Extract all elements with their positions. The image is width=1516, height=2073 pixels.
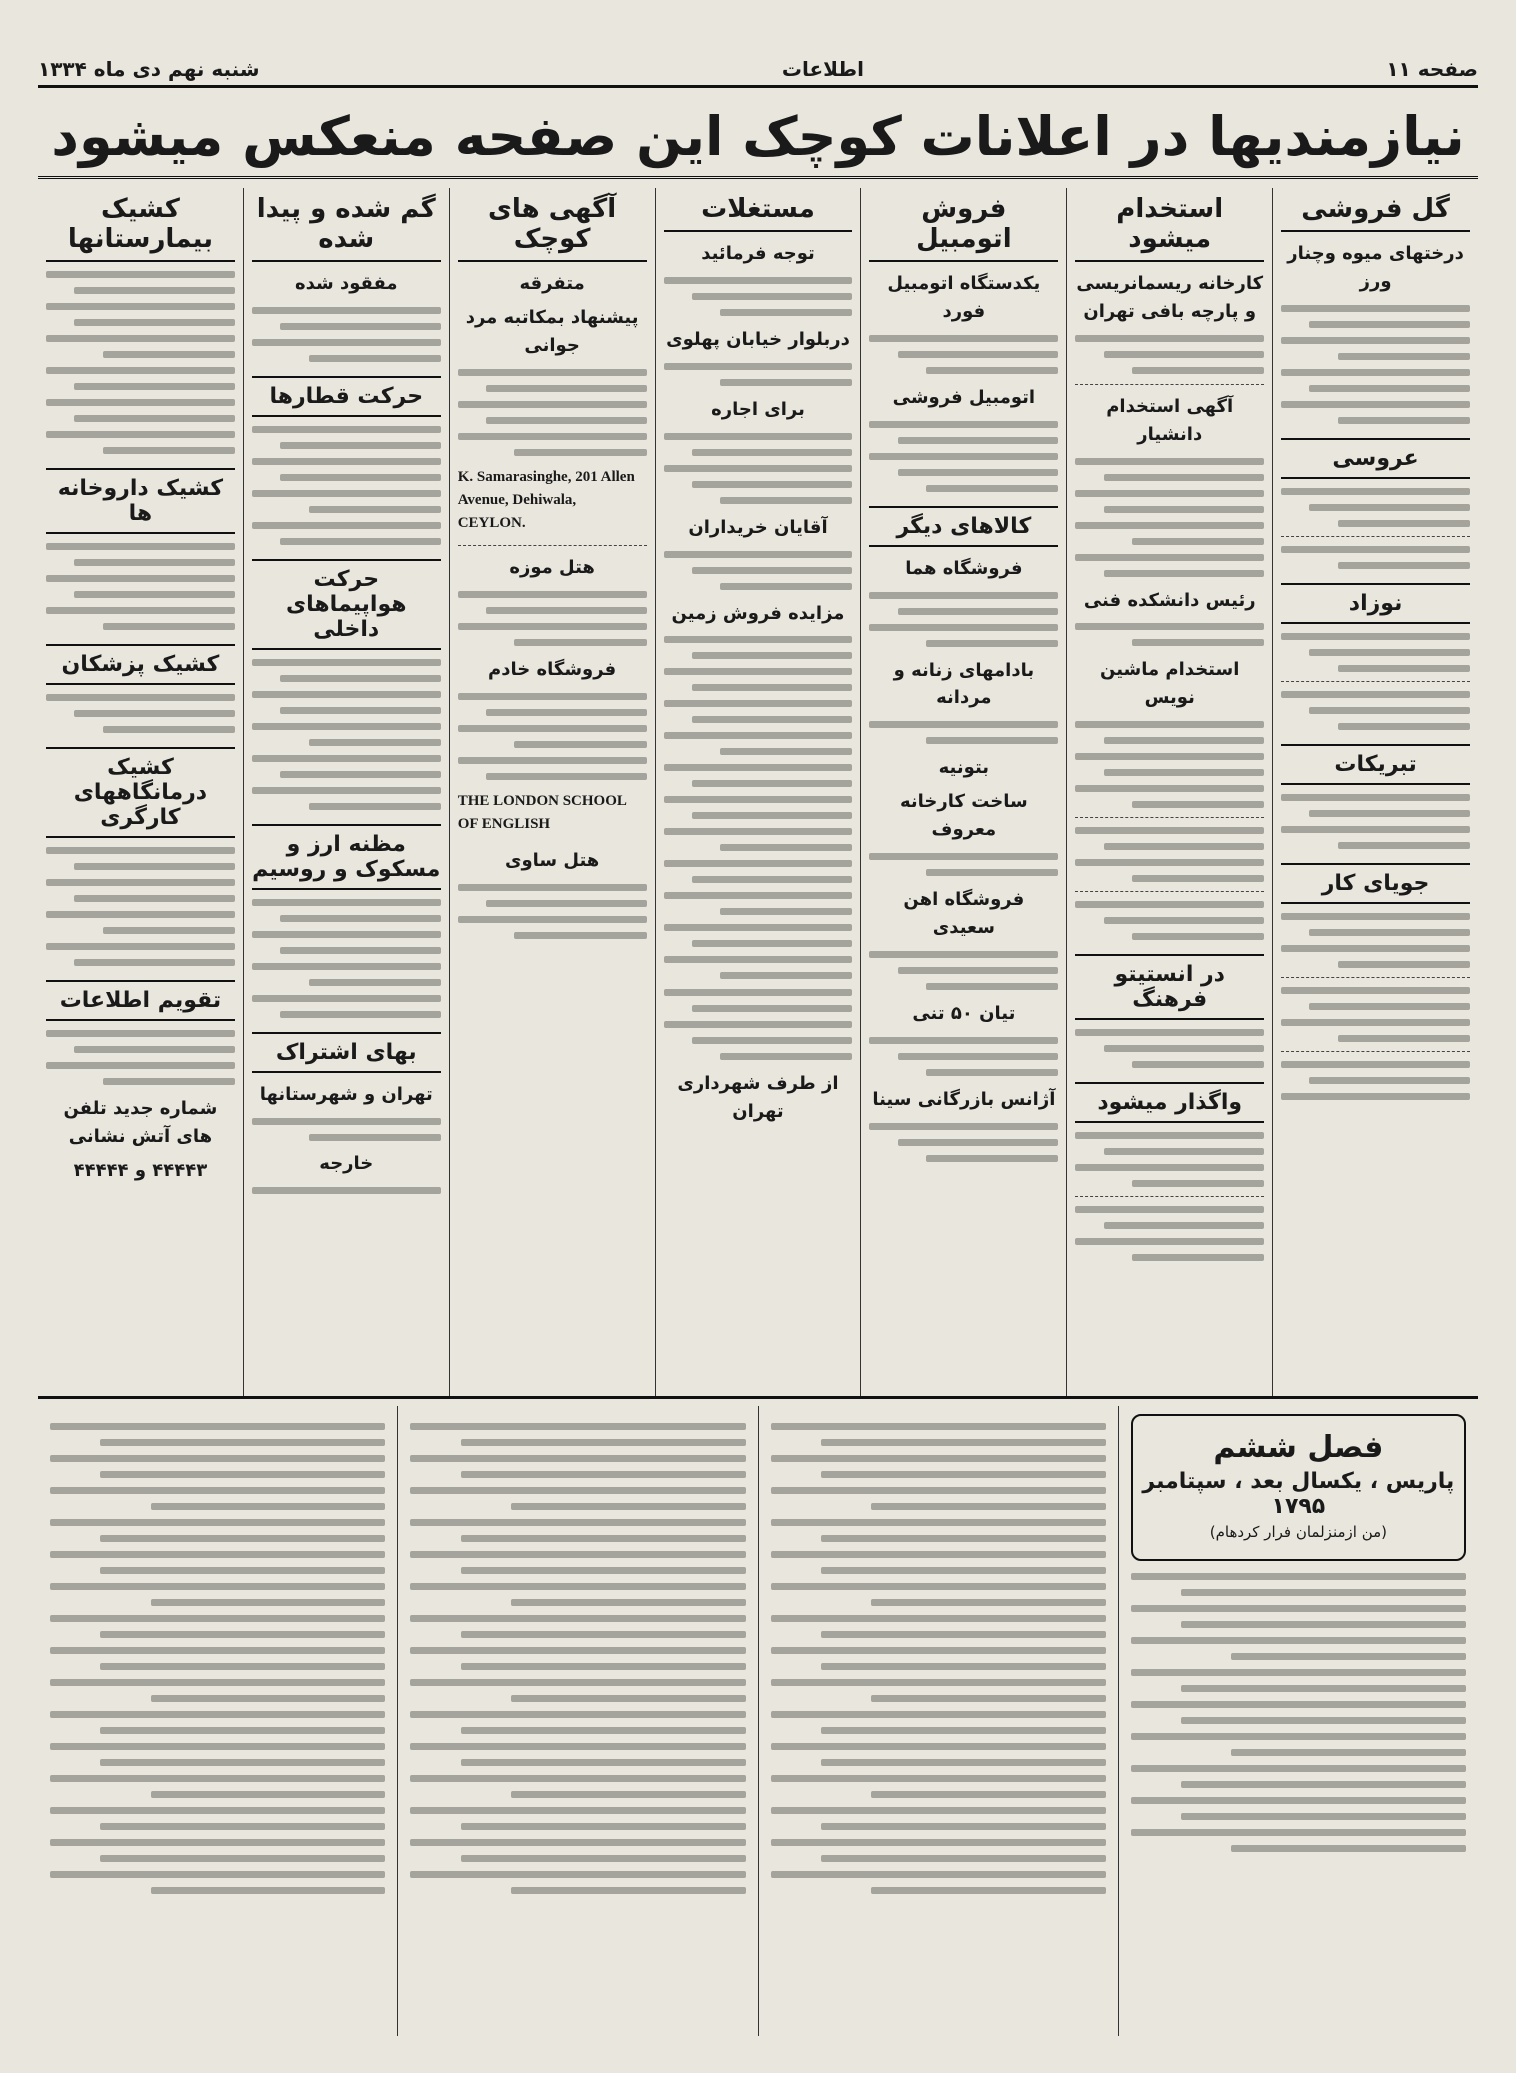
column-heading: گل فروشی (1281, 194, 1470, 232)
section-heading: بهای اشتراک (252, 1032, 441, 1073)
ad-title: آگهی استخدام دانشیار (1106, 395, 1234, 445)
ad-title: متفرقه (519, 273, 585, 294)
ad-title: بادامهای زنانه و مردانه (893, 659, 1035, 709)
story-place-date: پاریس ، یکسال بعد ، سپتامبر ۱۷۹۵ (1142, 1469, 1455, 1519)
section-heading: تقویم اطلاعات (46, 980, 235, 1021)
ad-title: آژانس بازرگانی سینا (872, 1088, 1056, 1110)
ad-title: یکدستگاه اتومبیل فورد (887, 273, 1041, 322)
ad-title: هتل ساوی (504, 849, 600, 871)
ad-title: ساخت کارخانه معروف (899, 791, 1028, 841)
ad-title: فروشگاه خادم (488, 659, 617, 681)
column-mostaghelat (655, 188, 861, 1396)
ad-title: استخدام ماشین نویس (1100, 659, 1240, 709)
ad-title: هتل موزه (509, 557, 595, 579)
section-heading: کشیک پزشکان (46, 644, 235, 685)
ad-title: فروشگاه اهن سعیدی (903, 889, 1025, 938)
page-number: صفحه ۱۱ (1386, 57, 1478, 81)
ad-title: از طرف شهرداری تهران (677, 1073, 839, 1123)
column-heading: فروش اتومبیل (869, 194, 1058, 262)
serial-story (38, 1406, 1478, 2036)
ad-title: ۴۴۴۴۳ و ۴۴۴۴۴ (73, 1159, 208, 1181)
story-column (397, 1406, 757, 2036)
classifieds-banner: نیازمندیها در اعلانات کوچک این صفحه منعکس میشود (38, 96, 1478, 179)
ad-title: بتونیه (938, 757, 990, 779)
ad-title: برای اجاره (711, 398, 805, 420)
ad-title: اتومبیل فروشی (892, 386, 1036, 408)
column-heading: استخدام میشود (1075, 194, 1264, 262)
story-column (38, 1406, 397, 2036)
ad-title: درختهای میوه وچنار ورز (1287, 243, 1464, 292)
story-column (1118, 1406, 1478, 2036)
ad-title: شماره جدید تلفن های آتش نشانی (63, 1098, 218, 1147)
ad-title: خارجه (319, 1152, 374, 1174)
section-heading: مظنه ارز و مسکوک و روسیم (252, 824, 441, 890)
column-gomshode (243, 188, 449, 1396)
ad-title: توجه فرمائید (701, 243, 815, 264)
section-heading: عروسی (1281, 438, 1470, 479)
english-ad: THE LONDON SCHOOL OF ENGLISH (457, 793, 627, 833)
section-heading: واگذار میشود (1075, 1082, 1264, 1123)
ad-title: مفقود شده (294, 273, 398, 294)
ad-title: دربلوار خیابان پهلوی (666, 328, 850, 350)
column-gol (1272, 188, 1478, 1396)
column-kouchak (449, 188, 655, 1396)
paper-name: اطلاعات (781, 57, 864, 81)
ad-title: کارخانه ریسمانریسی و پارچه بافی تهران (1076, 273, 1264, 322)
ad-title: رئیس دانشکده فنی (1083, 589, 1256, 611)
english-ad: K. Samarasinghe, 201 Allen Avenue, Dehiwala, CEYLON. (457, 468, 635, 532)
column-heading: گم شده و پیدا شده (252, 194, 441, 262)
ad-title: مزایده فروش زمین (671, 602, 845, 624)
issue-date: شنبه نهم دی ماه ۱۳۳۴ (38, 57, 260, 81)
ad-title: فروشگاه هما (905, 557, 1023, 579)
column-otomobil (860, 188, 1066, 1396)
story-heading-box (1131, 1414, 1466, 1561)
column-heading: آگهی های کوچک (458, 194, 647, 262)
ad-title: پیشنهاد بمکاتبه مرد جوانی (465, 306, 639, 356)
section-heading: جویای کار (1281, 863, 1470, 904)
ad-title: تیان ۵۰ تنی (912, 1002, 1016, 1024)
column-heading: کشیک بیمارستانها (46, 194, 235, 262)
classifieds-grid (38, 188, 1478, 1399)
story-chapter: فصل ششم (1213, 1430, 1384, 1465)
column-bimarestan (38, 188, 243, 1396)
section-heading: نوزاد (1281, 583, 1470, 624)
section-heading: حرکت قطارها (252, 376, 441, 417)
section-heading: کالاهای دیگر (869, 506, 1058, 547)
classified-ad (1281, 240, 1470, 424)
section-heading: تبریکات (1281, 744, 1470, 785)
story-column (758, 1406, 1118, 2036)
column-heading: مستغلات (664, 194, 853, 232)
ad-title: تهران و شهرستانها (259, 1083, 433, 1105)
section-heading: حرکت هواپیماهای داخلی (252, 559, 441, 650)
page-header (38, 54, 1478, 88)
section-heading: در انستیتو فرهنگ (1075, 954, 1264, 1020)
column-estekhdam (1066, 188, 1272, 1396)
section-heading: کشیک درمانگاههای کارگری (46, 747, 235, 838)
section-heading: کشیک داروخانه ها (46, 468, 235, 534)
story-note: (من ازمنزلمان فرار کردهام) (1209, 1523, 1387, 1541)
ad-title: آقایان خریداران (688, 516, 828, 538)
